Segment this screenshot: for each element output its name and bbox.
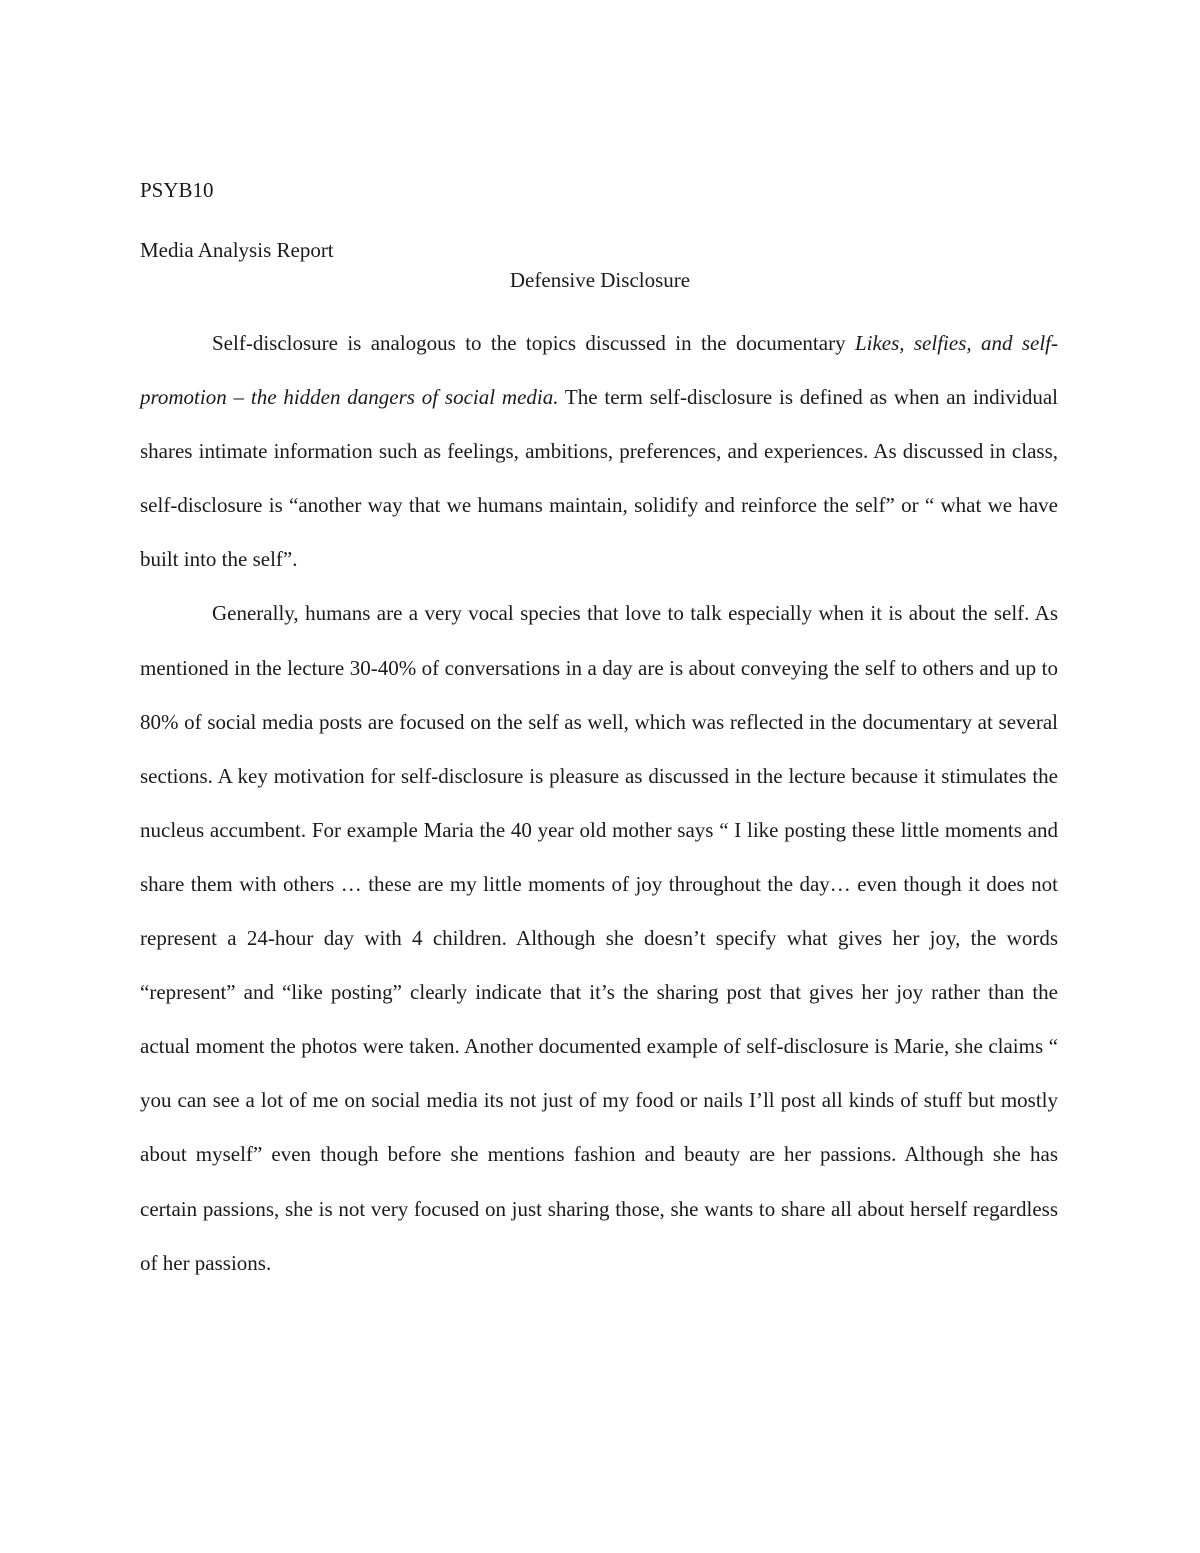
- document-body: [140, 316, 1058, 1290]
- document-title: Defensive Disclosure: [509, 268, 691, 292]
- paragraph-1-rest: The term self-disclosure is defined as when an individual shares intimate information such as feelings, ambitions, preferences, and experiences. As discussed in class, self-disclosure is “another way that we humans maintain, solidify and reinforce the self” or “ what we have built into the self”.: [140, 385, 1058, 572]
- paragraph-2: Generally, humans are a very vocal species that love to talk especially when it is about the self. As mentioned in the lecture 30-40% of conversations in a day are is about conveying the self to others and up to 80% of social media posts are focused on the self as well, which was reflected in the documentary at several sections. A key motivation for self-disclosure is pleasure as discussed in the lecture because it stimulates the nucleus accumbent. For example Maria the 40 year old mother says “ I like posting these little moments and share them with others … these are my little moments of joy throughout the day… even though it does not represent a 24-hour day with 4 children. Although she doesn’t specify what gives her joy, the words “represent” and “like posting” clearly indicate that it’s the sharing post that gives her joy rather than the actual moment the photos were taken. Another documented example of self-disclosure is Marie, she claims “ you can see a lot of me on social media its not just of my food or nails I’ll post all kinds of stuff but mostly about myself” even though before she mentions fashion and beauty are her passions. Although she has certain passions, she is not very focused on just sharing those, she wants to share all about herself regardless of her passions.: [140, 601, 1058, 1275]
- report-type: Media Analysis Report: [140, 238, 334, 262]
- course-code: PSYB10: [140, 178, 214, 202]
- paragraph-1: [140, 316, 1058, 586]
- film-title: Likes, selfies, and self-promotion – the hidden dangers of social media.: [140, 331, 1058, 410]
- paragraph-1-intro: Self-disclosure is analogous to the topics discussed in the documentary: [212, 331, 855, 355]
